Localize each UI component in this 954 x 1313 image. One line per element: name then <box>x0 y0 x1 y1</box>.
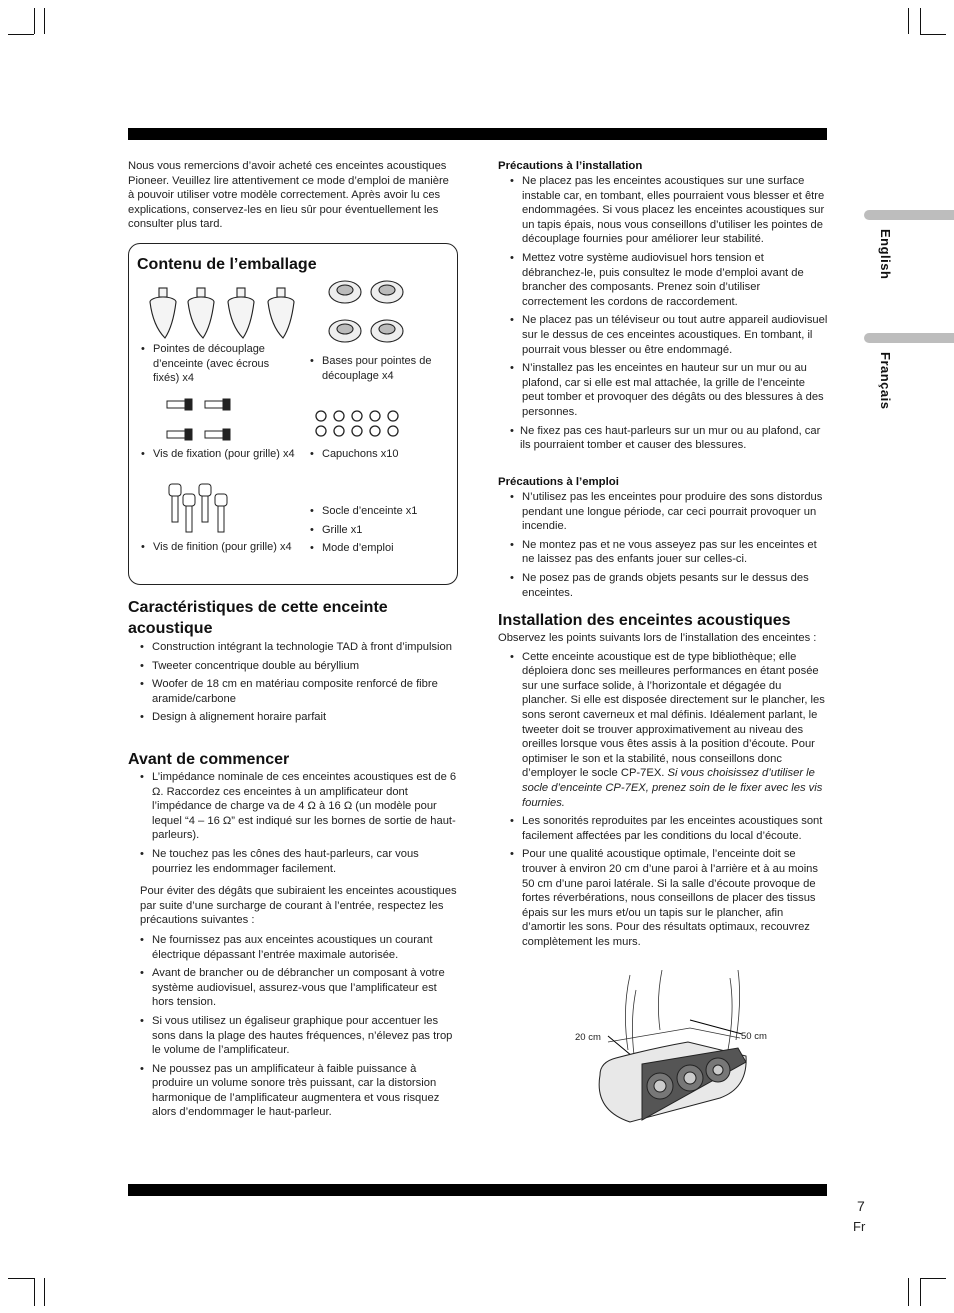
installation-item-text: Cette enceinte acoustique est de type bibliothèque; elle déploiera donc ses meilleures performances en étant posée sur une surface solide, à l’horizontale et dégagée du plancher. Si elle est disposée directement sur le plancher, les sons seront caverneux et mal définis. Idéalement parlant, le tweeter doit se trouver approximativement au niveau des oreilles lorsque vous êtes assis à la position d’écoute. Pour optimiser le son et la stabilité, nous conseillons donc d’employer le socle CP-7EX. <box>522 650 825 780</box>
package-list-spikes <box>129 342 289 389</box>
page-lang: Fr <box>853 1219 866 1234</box>
use-precautions <box>498 475 828 604</box>
crop-mark <box>920 34 946 35</box>
installation-item: • Pour une qualité acoustique optimale, l’enceinte doit se trouver à environ 20 cm d’une paroi à l’arrière et à au moins 50 cm d’une paroi latérale. Si la salle d’écoute provoque de fortes réverbérations, nous conseillons de placer des tissus épais sur les murs et/ou un tapis sur le plancher, afin d’amortir les sons. Pour des résultats optimaux, recouvrez complètement les murs. <box>498 847 828 949</box>
before-item: • Ne fournissez pas aux enceintes acoustiques un courant électrique dépassant l’entrée maximale autorisée. <box>128 933 458 962</box>
bottom-rule <box>128 1184 827 1196</box>
top-rule <box>128 128 827 140</box>
crop-mark <box>920 1278 946 1279</box>
package-list-finishing <box>129 540 299 558</box>
crop-mark <box>44 1278 45 1306</box>
placement-diagram <box>570 970 780 1130</box>
use-precautions-title: Précautions à l’emploi <box>498 476 619 488</box>
crop-mark <box>908 1278 909 1306</box>
tab-english-marker <box>864 210 954 220</box>
crop-mark <box>34 8 35 34</box>
installation-item <box>498 650 828 811</box>
crop-mark <box>44 8 45 34</box>
crop-mark <box>920 1278 921 1306</box>
install-precautions <box>498 159 828 457</box>
features-section <box>128 597 458 729</box>
precaution-item: • N’installez pas les enceintes en hauteur sur un mur ou au plafond, car si elle est mal attachée, la grille de l’enceinte peut tomber et provoquer des dégâts ou des blessures à des personnes. <box>498 361 828 419</box>
before-item: • Avant de brancher ou de débrancher un composant à votre système audiovisuel, assurez-vous que l’amplificateur est hors tension. <box>128 966 458 1010</box>
package-item: • Bases pour pointes de découplage x4 <box>298 354 454 383</box>
installation-item-note: Si vous choisissez d’utiliser le socle d’enceinte CP-7EX, prenez soin de le fixer avec les vis fournies. <box>522 767 823 809</box>
precaution-item: • N’utilisez pas les enceintes pour produire des sons distordus pendant une longue période, car ceci pourrait provoquer un incendie. <box>498 490 828 534</box>
before-item: • Si vous utilisez un égaliseur graphique pour accentuer les sons dans la plage des hautes fréquences, n’élevez pas trop le volume de l’amplificateur. <box>128 1014 458 1058</box>
before-section <box>128 749 458 1124</box>
precaution-item: • Ne posez pas de grands objets pesants sur le dessus des enceintes. <box>498 571 828 600</box>
features-item: • Tweeter concentrique double au béryllium <box>128 659 458 674</box>
features-title: Caractéristiques de cette enceinte acoustique <box>128 599 388 637</box>
finishing-screws-illustration <box>167 482 231 536</box>
features-item: • Construction intégrant la technologie TAD à front d’impulsion <box>128 640 458 655</box>
precaution-item: • Ne fixez pas ces haut-parleurs sur un mur ou au plafond, car ils pourraient tomber et causer des blessures. <box>498 424 828 453</box>
crop-mark <box>908 8 909 34</box>
package-list-other <box>298 504 454 559</box>
package-item: • Mode d’emploi <box>298 541 454 556</box>
crop-mark <box>34 1278 35 1306</box>
package-title: Contenu de l’emballage <box>137 256 317 273</box>
caps-illustration <box>315 410 415 440</box>
features-item: • Woofer de 18 cm en matériau composite renforcé de fibre aramide/carbone <box>128 677 458 706</box>
before-title: Avant de commencer <box>128 751 290 768</box>
installation-title: Installation des enceintes acoustiques <box>498 612 791 629</box>
before-item: • Ne poussez pas un amplificateur à faible puissance à produire un volume sonore très puissant, car la distorsion harmonique de l’amplificateur augmentera et vous risquez alors d’endommager le haut-parleur. <box>128 1062 458 1120</box>
intro-text: Nous vous remercions d’avoir acheté ces enceintes acoustiques Pioneer. Veuillez lire attentivement ce mode d’emploi de manière à pouvoir utiliser votre modèle correctement. Après avoir lu ces explications, conservez-les en lieu sûr pour éventuellement les consulter plus tard. <box>128 160 449 231</box>
install-precautions-title: Précautions à l’installation <box>498 160 643 172</box>
precaution-item: • Ne montez pas et ne vous asseyez pas sur les enceintes et ne laissez pas des enfants jouer sur celles-ci. <box>498 538 828 567</box>
crop-mark <box>8 34 34 35</box>
before-para: Pour éviter des dégâts que subiraient les enceintes acoustiques par suite d’une surcharge de courant à l’entrée, respectez les précautions suivantes : <box>140 885 457 927</box>
tab-english[interactable]: English <box>878 229 893 280</box>
crop-mark <box>8 1278 34 1279</box>
dim-side-label: 50 cm <box>741 1031 767 1042</box>
package-list-bases <box>298 354 454 386</box>
package-list-caps <box>298 447 454 465</box>
package-item: • Vis de fixation (pour grille) x4 <box>129 447 299 462</box>
before-item: • L’impédance nominale de ces enceintes acoustiques est de 6 Ω. Raccordez ces enceintes à un amplificateur dont l’impédance de charge va de 4 Ω à 16 Ω (un modèle pour lequel “4 – 16 Ω” est indiqué sur les bornes de sortie de haut-parleurs). <box>128 770 458 843</box>
package-item: • Socle d’enceinte x1 <box>298 504 454 519</box>
package-item: • Capuchons x10 <box>298 447 454 462</box>
installation-item: • Les sonorités reproduites par les enceintes acoustiques sont facilement affectées par les conditions du local d’écoute. <box>498 814 828 843</box>
precaution-item: • Mettez votre système audiovisuel hors tension et débranchez-le, puis consultez le mode d’emploi avant de brancher des composants. Prenez soin d’utiliser correctement les cordons de raccordement. <box>498 251 828 309</box>
package-item: • Vis de finition (pour grille) x4 <box>129 540 299 555</box>
package-item: • Grille x1 <box>298 523 454 538</box>
installation-intro: Observez les points suivants lors de l’installation des enceintes : <box>498 632 817 644</box>
package-box <box>128 243 458 585</box>
intro-block <box>128 159 454 232</box>
precaution-item: • Ne placez pas un téléviseur ou tout autre appareil audiovisuel sur le dessus de ces enceintes acoustiques. En tombant, il pourrait vous blesser ou être endommagé. <box>498 313 828 357</box>
page-number: 7 <box>857 1198 865 1214</box>
fixing-screws-illustration <box>165 398 237 444</box>
package-list-fixing <box>129 447 299 465</box>
features-item: • Design à alignement horaire parfait <box>128 710 458 725</box>
precaution-item: • Ne placez pas les enceintes acoustiques sur une surface instable car, en tombant, elles pourraient vous blesser et être endommagées. Si vous placez les enceintes acoustiques sur un tapis épais, nous vous conseillons d’utiliser les pointes de découplage fournies pour améliorer leur stabilité. <box>498 174 828 247</box>
spikes-illustration <box>147 286 317 342</box>
dim-back-label: 20 cm <box>575 1032 601 1043</box>
crop-mark <box>920 8 921 34</box>
tab-francais-marker <box>864 333 954 343</box>
before-item: • Ne touchez pas les cônes des haut-parleurs, car vous pourriez les endommager facilement. <box>128 847 458 876</box>
tab-francais[interactable]: Français <box>878 352 893 410</box>
bases-illustration <box>327 276 417 348</box>
package-item: • Pointes de découplage d’enceinte (avec écrous fixés) x4 <box>129 342 289 386</box>
installation-section <box>498 610 828 953</box>
